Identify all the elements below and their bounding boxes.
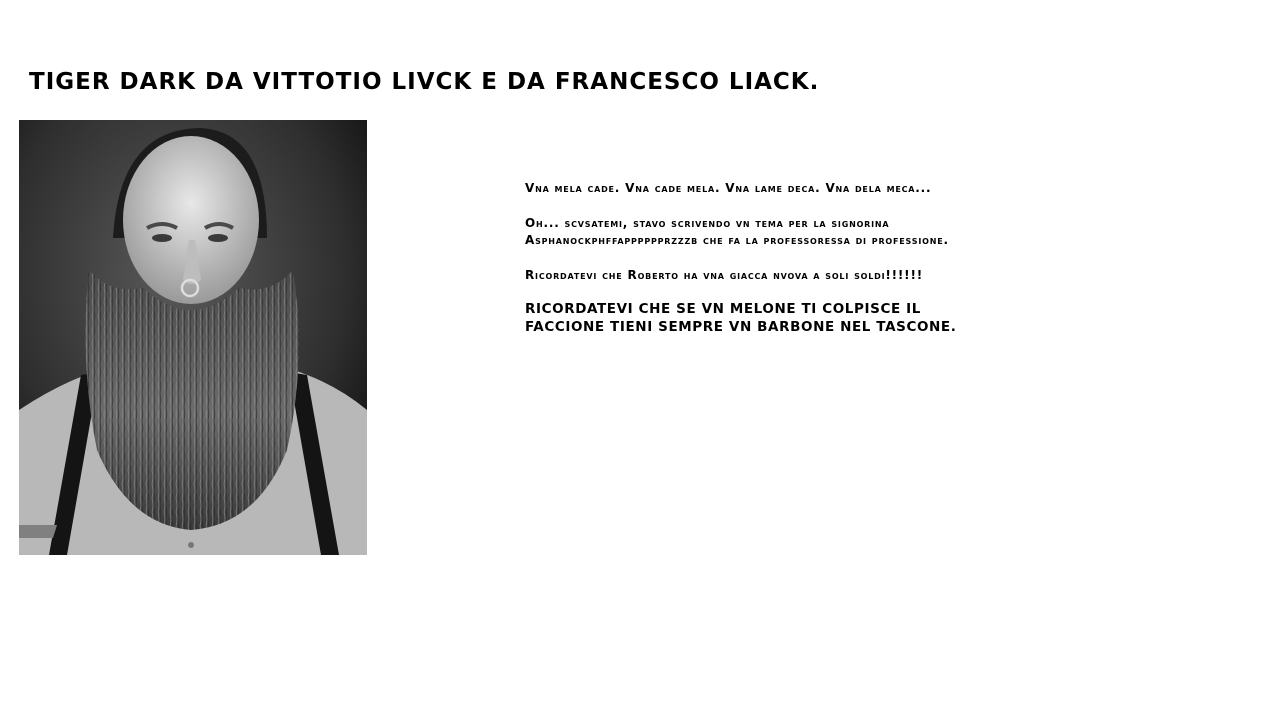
bearded-man-portrait-icon xyxy=(19,120,367,555)
portrait-image xyxy=(19,120,367,555)
paragraph-4: RICORDATEVI CHE SE VN MELONE TI COLPISCE IL FACCIONE TIENI SEMPRE VN BARBONE NEL TASCONE. xyxy=(525,301,957,335)
paragraph-2: Oh... scvsatemi, stavo scrivendo vn tema per la signorina Asphanockphffapppppprzzzb che fa la professoressa di professione. xyxy=(525,215,949,247)
paragraph-1: Vna mela cade. Vna cade mela. Vna lame deca. Vna dela meca... xyxy=(525,181,932,195)
paragraph-3: Ricordatevi che Roberto ha vna giacca nvova a soli soldi!!!!!! xyxy=(525,267,923,282)
page-title: TIGER DARK DA VITTOTIO LIVCK E DA FRANCESCO LIACK. xyxy=(29,69,820,95)
text-content xyxy=(525,180,1005,353)
